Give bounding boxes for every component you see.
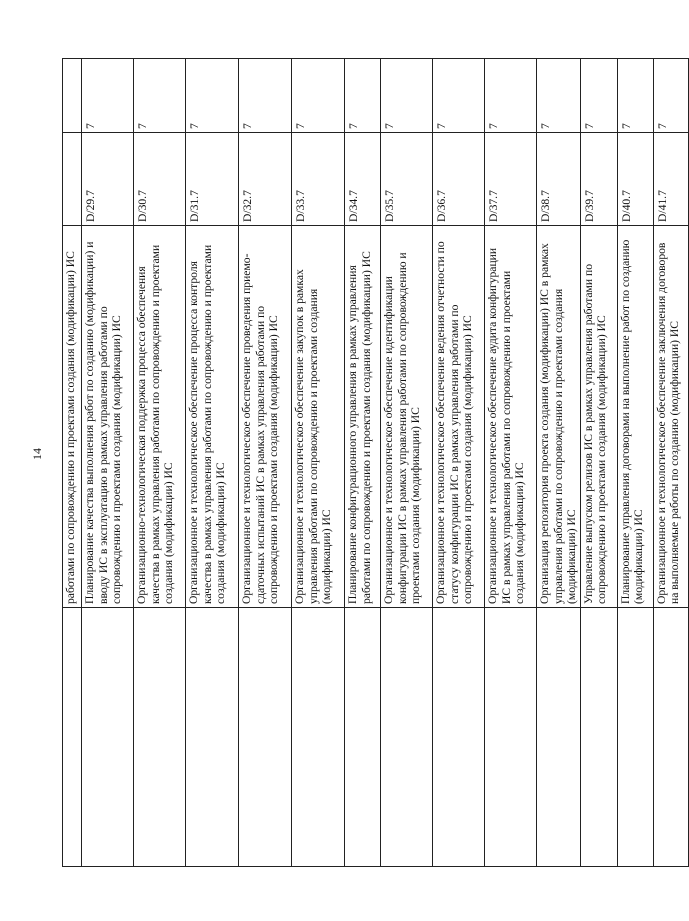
table-row xyxy=(134,59,186,867)
function-code-cell: D/39.7 xyxy=(580,133,617,226)
qualification-level-cell: 7 xyxy=(537,59,581,133)
table-row xyxy=(345,59,381,867)
qualification-level-cell: 7 xyxy=(653,59,688,133)
empty-cell xyxy=(292,608,345,867)
qualification-level-cell: 7 xyxy=(345,59,381,133)
function-name-cell: Организационно-технологическая поддержка процесса обеспечения качества в рамках управления работами по сопровождению и проектами создания (модификации) ИС xyxy=(134,226,186,608)
page-number: 14 xyxy=(30,448,44,460)
function-code-cell: D/38.7 xyxy=(537,133,581,226)
function-code-cell: D/40.7 xyxy=(617,133,653,226)
table-row xyxy=(239,59,292,867)
function-code-cell: D/33.7 xyxy=(292,133,345,226)
empty-cell xyxy=(381,608,433,867)
empty-cell xyxy=(653,608,688,867)
function-name-cell: Организация репозитория проекта создания (модификации) ИС в рамках управления работами по сопровождению и проектами создания (модификации) ИС xyxy=(537,226,581,608)
empty-cell xyxy=(186,608,239,867)
qualification-level-cell xyxy=(63,59,82,133)
function-code-cell: D/41.7 xyxy=(653,133,688,226)
table-row xyxy=(186,59,239,867)
table-row xyxy=(537,59,581,867)
function-code-cell: D/30.7 xyxy=(134,133,186,226)
qualification-level-cell: 7 xyxy=(580,59,617,133)
function-name-cell: Планирование качества выполнения работ по созданию (модификации) и вводу ИС в эксплуатацию в рамках управления работами по сопровождению и проектами создания (модификации) ИС xyxy=(82,226,134,608)
function-code-cell: D/31.7 xyxy=(186,133,239,226)
function-code-cell: D/32.7 xyxy=(239,133,292,226)
function-code-cell: D/35.7 xyxy=(381,133,433,226)
table-row xyxy=(292,59,345,867)
empty-cell xyxy=(580,608,617,867)
function-name-cell: Организационное и технологическое обеспечение идентификации конфигурации ИС в рамках управления работами по сопровождению и проектами создания (модификации) ИС xyxy=(381,226,433,608)
function-name-cell: работами по сопровождению и проектами создания (модификации) ИС xyxy=(63,226,82,608)
empty-cell xyxy=(617,608,653,867)
empty-cell xyxy=(537,608,581,867)
qualification-level-cell: 7 xyxy=(617,59,653,133)
qualification-level-cell: 7 xyxy=(134,59,186,133)
function-name-cell: Организационное и технологическое обеспечение ведения отчетности по статусу конфигурации ИС в рамках управления работами по сопровождению и проектами создания (модификации) ИС xyxy=(433,226,485,608)
table-row xyxy=(433,59,485,867)
function-code-cell: D/37.7 xyxy=(485,133,537,226)
table-row xyxy=(580,59,617,867)
qualification-level-cell: 7 xyxy=(433,59,485,133)
function-name-cell: Организационное и технологическое обеспечение закупок в рамках управления работами по сопровождению и проектами создания (модификации) ИС xyxy=(292,226,345,608)
function-name-cell: Организационное и технологическое обеспечение заключения договоров на выполняемые работы по созданию (модификации) ИС xyxy=(653,226,688,608)
table-row xyxy=(63,59,82,867)
qualification-level-cell: 7 xyxy=(82,59,134,133)
function-name-cell: Организационное и технологическое обеспечение аудита конфигурации ИС в рамках управления работами по сопровождению и проектами создания (модификации) ИС xyxy=(485,226,537,608)
function-code-cell: D/36.7 xyxy=(433,133,485,226)
table-row xyxy=(653,59,688,867)
function-code-cell: D/29.7 xyxy=(82,133,134,226)
function-code-cell xyxy=(63,133,82,226)
qualification-level-cell: 7 xyxy=(381,59,433,133)
function-name-cell: Управление выпуском релизов ИС в рамках управления работами по сопровождению и проектами создания (модификации) ИС xyxy=(580,226,617,608)
function-name-cell: Организационное и технологическое обеспечение проведения приемо-сдаточных испытаний ИС в рамках управления работами по сопровождению и проектами создания (модификации) ИС xyxy=(239,226,292,608)
empty-cell xyxy=(345,608,381,867)
empty-cell xyxy=(63,608,82,867)
function-name-cell: Планирование конфигурационного управления в рамках управления работами по сопровождению и проектами создания (модификации) ИС xyxy=(345,226,381,608)
function-code-cell: D/34.7 xyxy=(345,133,381,226)
table-row xyxy=(82,59,134,867)
table-row xyxy=(381,59,433,867)
function-name-cell: Планирование управления договорами на выполнение работ по созданию (модификации) ИС xyxy=(617,226,653,608)
functions-table xyxy=(62,58,689,867)
table-row xyxy=(617,59,653,867)
empty-cell xyxy=(82,608,134,867)
qualification-level-cell: 7 xyxy=(186,59,239,133)
rotated-table-container xyxy=(62,59,682,867)
empty-cell xyxy=(433,608,485,867)
qualification-level-cell: 7 xyxy=(485,59,537,133)
empty-cell xyxy=(239,608,292,867)
qualification-level-cell: 7 xyxy=(292,59,345,133)
empty-cell xyxy=(485,608,537,867)
qualification-level-cell: 7 xyxy=(239,59,292,133)
empty-cell xyxy=(134,608,186,867)
function-name-cell: Организационное и технологическое обеспечение процесса контроля качества в рамках управления работами по сопровождению и проектами создания (модификации) ИС xyxy=(186,226,239,608)
table-row xyxy=(485,59,537,867)
